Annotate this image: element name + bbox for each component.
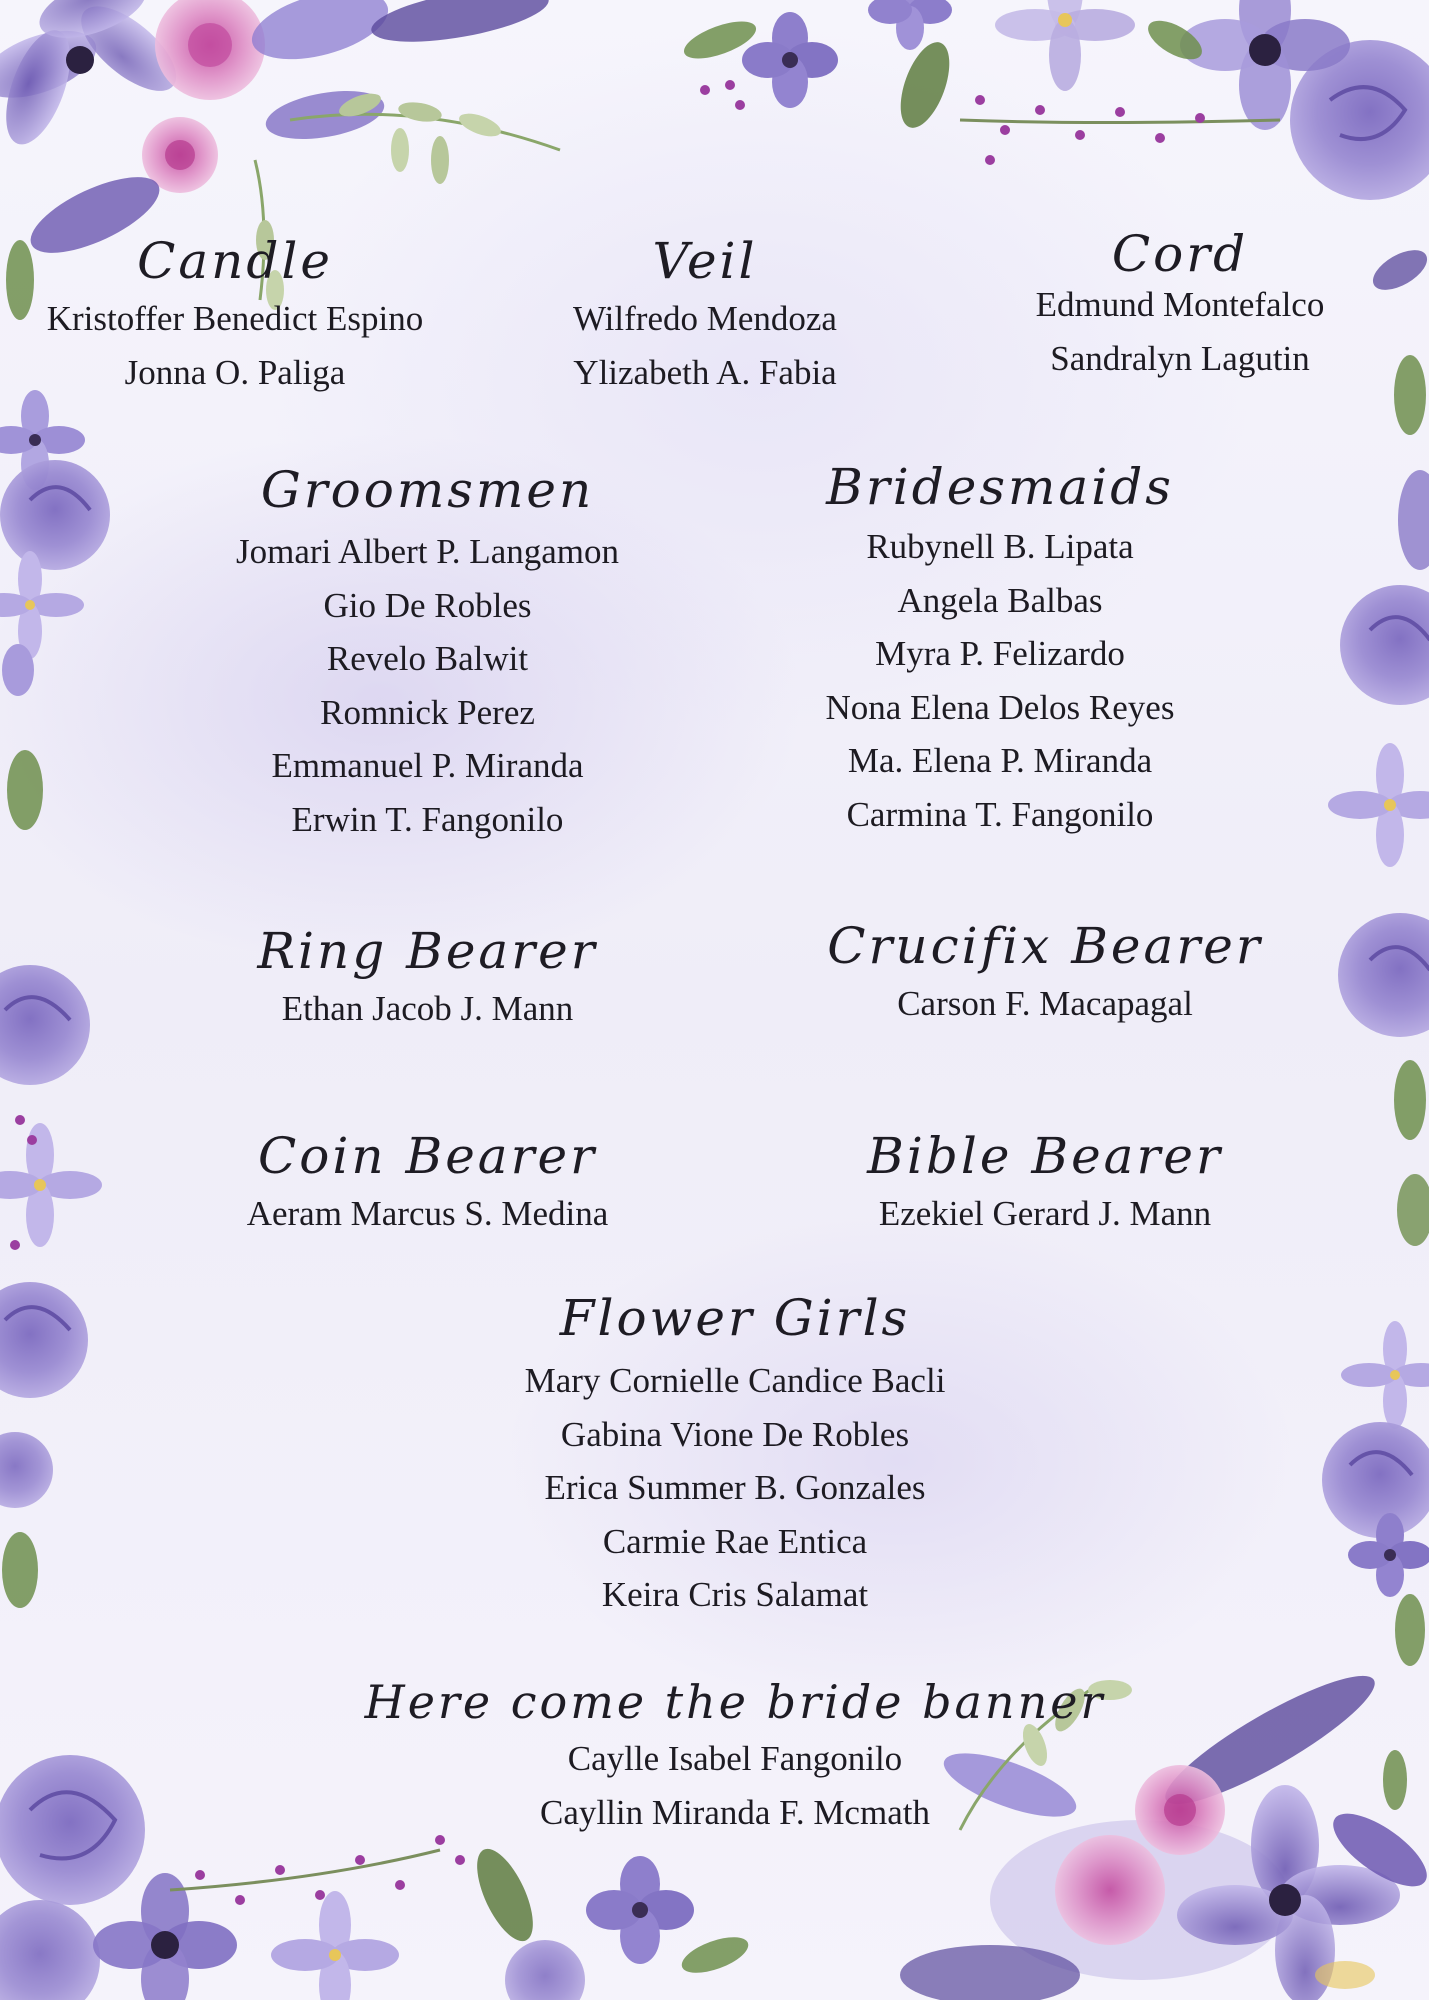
name-entry: Myra P. Felizardo (875, 634, 1125, 673)
name-entry: Nona Elena Delos Reyes (825, 687, 1175, 727)
name-entry: Emmanuel P. Miranda (271, 746, 584, 785)
bridesmaids-names (740, 520, 1260, 841)
name-entry: Ezekiel Gerard J. Mann (878, 1194, 1212, 1233)
flower-girls-section (420, 1282, 1050, 1622)
crucifix-bearer-names (780, 977, 1310, 1031)
bridesmaids-section (740, 455, 1260, 841)
name-entry: Romnick Perez (320, 692, 535, 732)
name-entry: Revelo Balwit (326, 639, 529, 678)
name-entry: Edmund Montefalco (1035, 285, 1325, 324)
name-entry: Jomari Albert P. Langamon (235, 532, 619, 571)
bible-bearer-heading: Bible Bearer (867, 1127, 1223, 1185)
name-entry: Gio De Robles (323, 585, 532, 625)
coin-bearer-names (155, 1187, 700, 1241)
bride-banner-section (330, 1672, 1140, 1839)
name-entry: Sandralyn Lagutin (1050, 338, 1310, 378)
bride-banner-names (330, 1732, 1140, 1839)
coin-bearer-section (155, 1125, 700, 1241)
veil-section (470, 230, 940, 399)
name-entry: Carmina T. Fangonilo (846, 794, 1154, 834)
name-entry: Rubynell B. Lipata (866, 527, 1134, 566)
name-entry: Aeram Marcus S. Medina (246, 1194, 609, 1233)
veil-names (470, 292, 940, 399)
name-entry: Caylle Isabel Fangonilo (567, 1739, 903, 1778)
flower-girls-names (420, 1354, 1050, 1622)
groomsmen-names (155, 525, 700, 846)
flower-girls-heading: Flower Girls (559, 1289, 911, 1347)
bible-bearer-section (780, 1125, 1310, 1241)
bride-banner-heading: Here come the bride banner (364, 1675, 1106, 1729)
crucifix-bearer-heading: Crucifix Bearer (827, 917, 1263, 975)
name-entry: Carson F. Macapagal (897, 984, 1193, 1023)
left-border-flowers (0, 240, 110, 1608)
groomsmen-section (155, 455, 700, 846)
name-entry: Erica Summer B. Gonzales (544, 1468, 926, 1507)
name-entry: Jonna O. Paliga (124, 352, 346, 392)
cord-heading: Cord (1111, 225, 1249, 283)
bridesmaids-heading: Bridesmaids (826, 458, 1174, 516)
ring-bearer-names (155, 982, 700, 1036)
veil-heading: Veil (652, 232, 758, 290)
coin-bearer-heading: Coin Bearer (258, 1127, 597, 1185)
name-entry: Keira Cris Salamat (601, 1575, 869, 1614)
bible-bearer-names (780, 1187, 1310, 1241)
name-entry: Ethan Jacob J. Mann (281, 989, 574, 1028)
name-entry: Cayllin Miranda F. Mcmath (540, 1792, 930, 1832)
candle-section (0, 230, 470, 399)
candle-names (0, 292, 470, 399)
cord-section (960, 225, 1400, 385)
groomsmen-heading: Groomsmen (260, 461, 595, 519)
candle-heading: Candle (137, 232, 333, 290)
name-entry: Carmie Rae Entica (602, 1521, 868, 1561)
ring-bearer-section (155, 920, 700, 1036)
name-entry: Kristoffer Benedict Espino (46, 299, 424, 338)
name-entry: Wilfredo Mendoza (573, 299, 837, 338)
name-entry: Ylizabeth A. Fabia (573, 352, 837, 392)
name-entry: Ma. Elena P. Miranda (847, 741, 1153, 780)
name-entry: Mary Cornielle Candice Bacli (524, 1361, 946, 1400)
right-border-flowers (1322, 355, 1429, 1666)
cord-names (960, 278, 1400, 385)
ring-bearer-heading: Ring Bearer (257, 922, 598, 980)
name-entry: Angela Balbas (897, 580, 1103, 620)
crucifix-bearer-section (780, 915, 1310, 1031)
name-entry: Erwin T. Fangonilo (291, 799, 564, 839)
name-entry: Gabina Vione De Robles (560, 1414, 910, 1454)
